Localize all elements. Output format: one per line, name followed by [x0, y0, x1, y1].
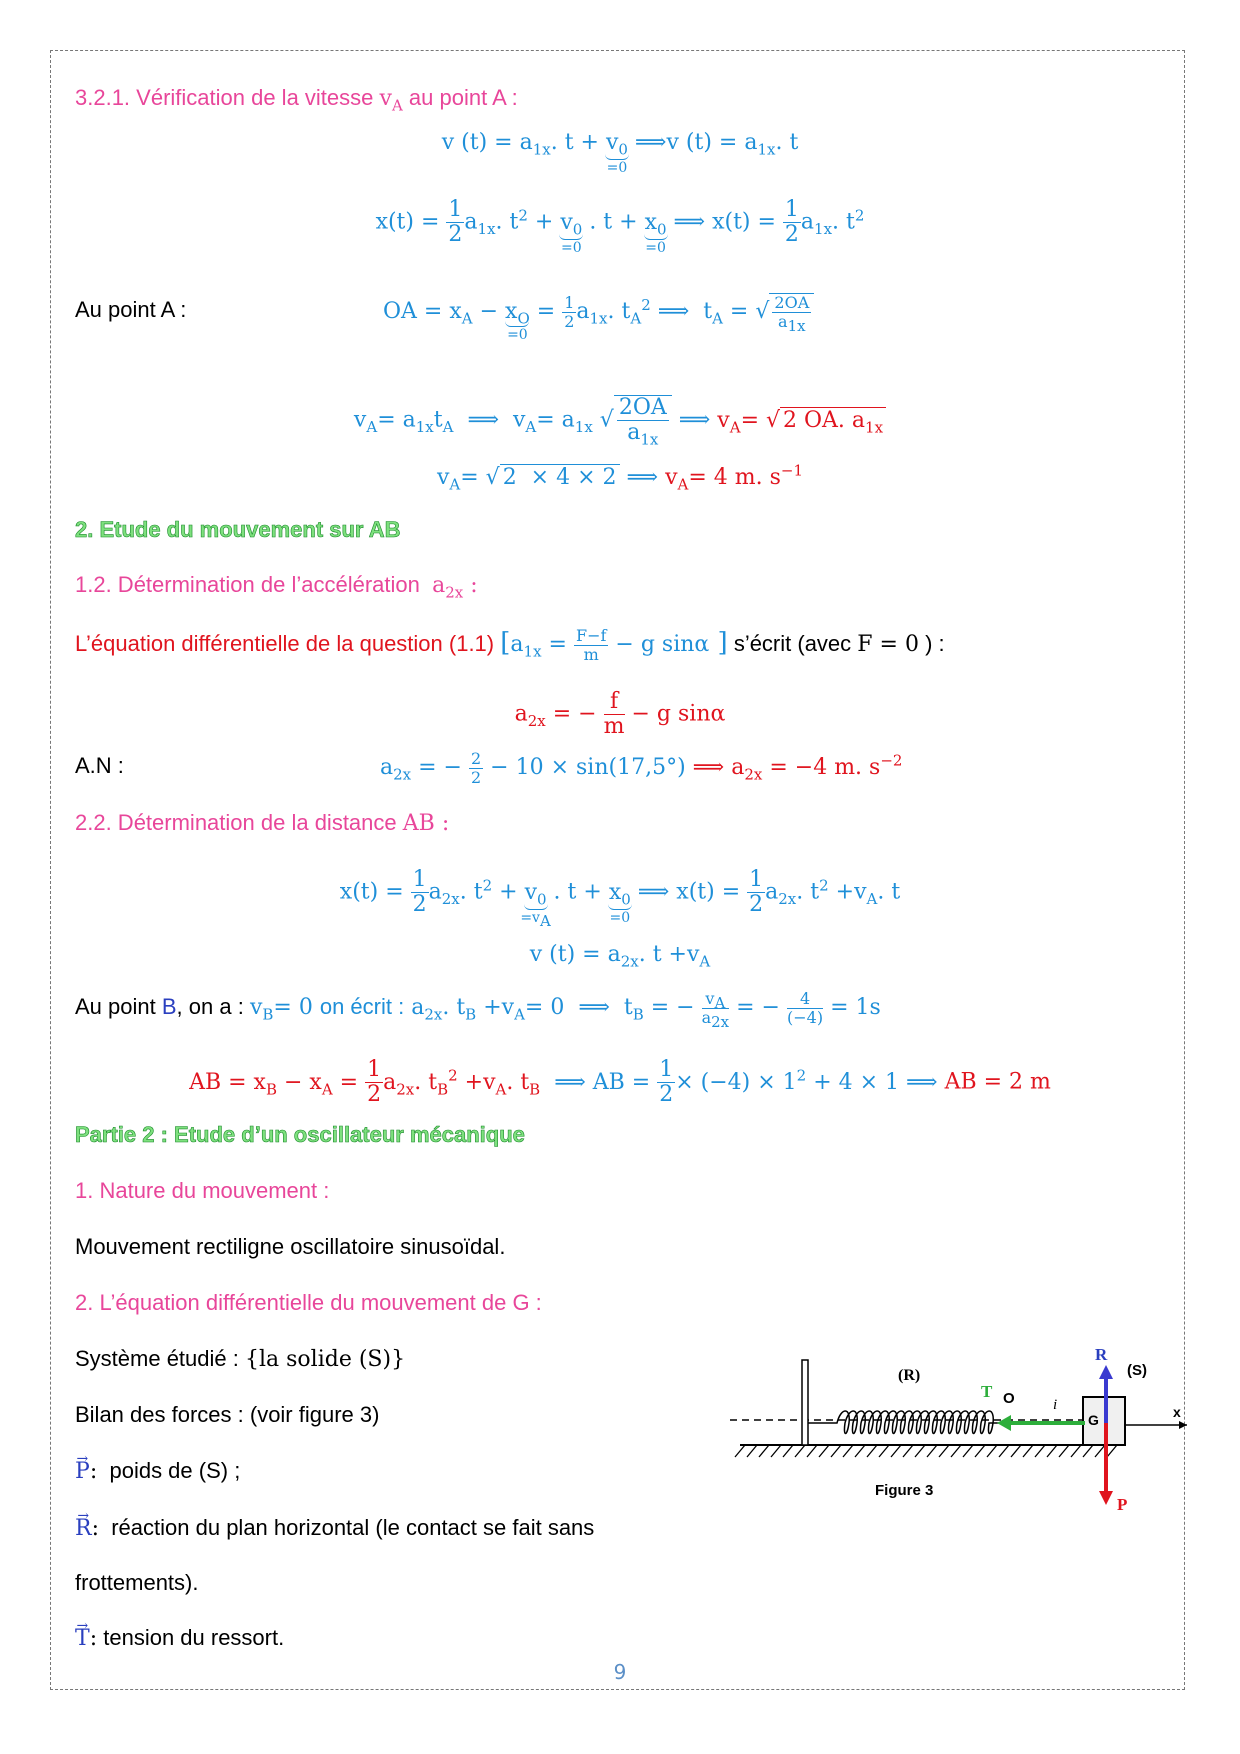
ground-hatch: [735, 1445, 1117, 1457]
eq-ab: AB = $x_B - x_A$ = $\frac{1}{2}$ $a_{2x}$. $t_B^2 +v_A$. $t_B$ ⟹ AB = $\frac{1}{2}$ × $(-4) \times 1^2 + 4 \times 1$ ⟹ AB = 2 m: [189, 1057, 1051, 1108]
eq-a2x-numeric: $a_{2x}$ = − $\frac{2}{2}$ − 10 × sin(17,5°) ⟹ $a_{2x} = -4$ m. $s^{-2}$: [380, 749, 903, 787]
eq-position-2: x(t) = $\frac{1}{2}$ $a_{2x}$. $t^2 + v_0$ $=v_A$ . $t + x_0$ =0 ⟹ x(t) = $\frac{1}{2}$ $a_{2x}$. $t^2 +v_A$. t: [339, 867, 901, 930]
eq-va-1: $v_A= a_{1x}t_A$ ⟹ $v_A= a_{1x}$ √ $\frac{2OA}{a_{1x}}$ ⟹ $v_A=$ √ 2 OA. $a_{1x}$: [0, 395, 1240, 445]
eq-velocity-1: v $(t) = a_{1x}$. $t + v_0$ =0 ⟹v $(t) = a_{1x}$. t: [441, 130, 799, 176]
text-nature: Mouvement rectiligne oscillatoire sinusoïdal.: [75, 1234, 506, 1259]
eq-oa: OA = $x_A - x_O$ =0 = $\frac{1}{2}$ $a_{1x}$. $t_A^2$ ⟹ $t_A$ = √ $\frac{2OA}{a_{1x}}$: [383, 293, 814, 330]
line-au-point-b: Au point B, on a : $v_B= 0$ on écrit : $a_{2x}$. $t_B +v_A= 0$ ⟹ $t_B$ = − $\frac{v_A}{a_{2x}}$ = − $\frac{4}{(-4)}$ = 1s: [75, 989, 881, 1031]
heading-2-2: 2.2. Détermination de la distance AB :: [75, 810, 450, 836]
page-number: 9: [613, 1660, 627, 1684]
line-bilan: Bilan des forces : (voir figure 3): [75, 1402, 380, 1427]
heading-nature: 1. Nature du mouvement :: [75, 1178, 330, 1203]
eq-a2x: $a_{2x}$ = − $\frac{f}{m}$ − g sinα: [514, 689, 726, 740]
tension-arrow-head: [997, 1415, 1011, 1431]
label-au-point-a: Au point A :: [75, 297, 187, 322]
label-r-vector: R: [1095, 1345, 1108, 1364]
heading-3-2-1: 3.2.1. Vérification de la vitesse $v_A$ au point A :: [75, 85, 518, 115]
x-arrow-head: [1179, 1421, 1187, 1429]
eq-diff-line: L’équation différentielle de la question (1.1) [$a_{1x}$ = $\frac{F-f}{m}$ − g sinα ] s’écrit (avec F = 0 ) :: [75, 626, 945, 664]
wall: [802, 1360, 808, 1445]
heading-partie-2: Partie 2 : Etude d’un oscillateur mécanique: [75, 1122, 525, 1147]
line-force-r-2: frottements).: [75, 1570, 199, 1595]
heading-1-2: 1.2. Détermination de l’accélération $a_{2x}$ :: [75, 572, 478, 602]
heading-eq-diff: 2. L’équation différentielle du mouvement de G :: [75, 1290, 542, 1315]
label-s: (S): [1127, 1362, 1147, 1379]
label-i: i: [1053, 1397, 1058, 1413]
eq-va-numeric: $v_A=$ √ 2 × 4 × 2 ⟹ $v_A= 4$ m. $s^{-1}$: [436, 461, 804, 494]
line-force-r-1: → R: réaction du plan horizontal (le contact se fait sans: [75, 1513, 594, 1544]
eq-position-1: x(t) = $\frac{1}{2}$ $a_{1x}$. $t^2 + v_0$ =0 . $t + x_0$ =0 ⟹ x(t) = $\frac{1}{2}$ $a_{1x}$. $t^2$: [375, 197, 865, 256]
label-an: A.N :: [75, 753, 124, 778]
label-x: x: [1173, 1404, 1181, 1420]
reaction-arrow-head: [1099, 1365, 1113, 1379]
line-systeme: Système étudié : {la solide (S)}: [75, 1346, 406, 1372]
eq-velocity-2: v $(t) = a_{2x}$. $t +v_A$: [529, 942, 711, 971]
label-p: P: [1117, 1495, 1128, 1514]
spring-r: [808, 1411, 1025, 1434]
label-t: T: [981, 1382, 993, 1401]
line-force-t: → T: tension du ressort.: [75, 1623, 284, 1654]
label-g: G: [1088, 1412, 1099, 1428]
label-o: O: [1003, 1390, 1015, 1407]
line-force-p: → P: poids de (S) ;: [75, 1456, 240, 1487]
label-spring-r: (R): [898, 1367, 921, 1384]
weight-arrow-head: [1099, 1491, 1113, 1505]
heading-2-etude-ab: 2. Etude du mouvement sur AB: [75, 517, 401, 542]
figure-caption: Figure 3: [875, 1482, 934, 1499]
figure-3: [725, 1345, 1195, 1530]
